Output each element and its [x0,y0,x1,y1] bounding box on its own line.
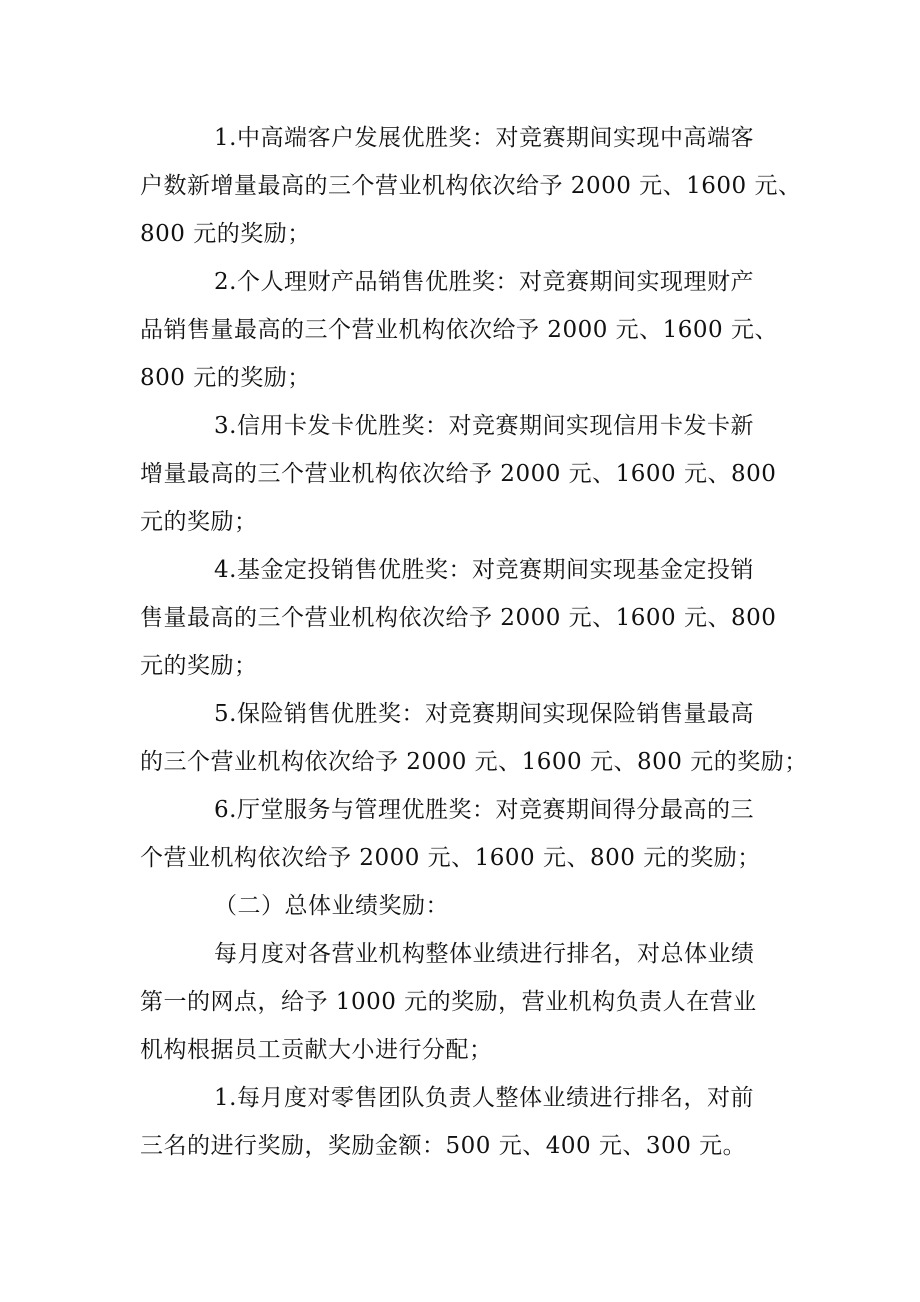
paragraph-1-line-2: 户数新增量最高的三个营业机构依次给予 2000 元、1600 元、 [140,173,802,199]
paragraph-2-line-2: 品销售量最高的三个营业机构依次给予 2000 元、1600 元、 [140,317,778,343]
paragraph-2-line-3: 800 元的奖励； [140,365,311,391]
section-heading: （二）总体业绩奖励： [214,893,449,919]
paragraph-7-line-2: 第一的网点，给予 1000 元的奖励，营业机构负责人在营业 [140,989,757,1015]
paragraph-4-line-1: 4.基金定投销售优胜奖：对竞赛期间实现基金定投销 [214,557,754,583]
paragraph-5-line-2: 的三个营业机构依次给予 2000 元、1600 元、800 元的奖励； [140,749,808,775]
paragraph-7-line-1: 每月度对各营业机构整体业绩进行排名，对总体业绩 [214,941,755,967]
paragraph-4-line-3: 元的奖励； [140,653,258,679]
paragraph-4-line-2: 售量最高的三个营业机构依次给予 2000 元、1600 元、800 [140,605,777,631]
paragraph-1-line-3: 800 元的奖励； [140,221,311,247]
paragraph-1-line-1: 1.中高端客户发展优胜奖：对竞赛期间实现中高端客 [214,125,754,151]
paragraph-2-line-1: 2.个人理财产品销售优胜奖：对竞赛期间实现理财产 [214,269,754,295]
paragraph-3-line-2: 增量最高的三个营业机构依次给予 2000 元、1600 元、800 [140,461,777,487]
paragraph-8-line-1: 1.每月度对零售团队负责人整体业绩进行排名，对前 [214,1085,754,1111]
paragraph-6-line-1: 6.厅堂服务与管理优胜奖：对竞赛期间得分最高的三 [214,797,754,823]
paragraph-7-line-3: 机构根据员工贡献大小进行分配； [140,1037,493,1063]
paragraph-8-line-2: 三名的进行奖励，奖励金额：500 元、400 元、300 元。 [140,1133,747,1159]
paragraph-5-line-1: 5.保险销售优胜奖：对竞赛期间实现保险销售量最高 [214,701,754,727]
paragraph-3-line-1: 3.信用卡发卡优胜奖：对竞赛期间实现信用卡发卡新 [214,413,754,439]
paragraph-3-line-3: 元的奖励； [140,509,258,535]
paragraph-6-line-2: 个营业机构依次给予 2000 元、1600 元、800 元的奖励； [140,845,761,871]
